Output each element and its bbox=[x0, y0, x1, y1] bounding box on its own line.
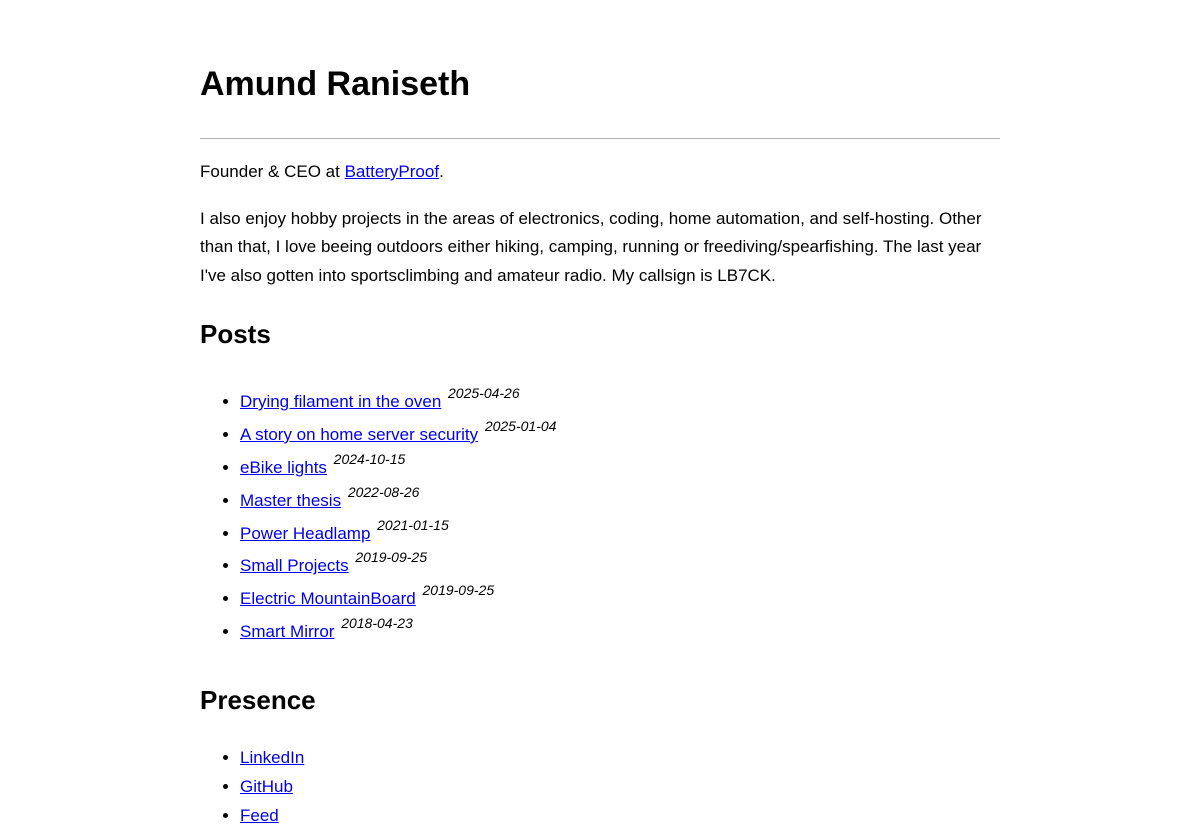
post-date: 2025-04-26 bbox=[448, 385, 520, 401]
bio-paragraph: I also enjoy hobby projects in the areas of electronics, coding, home automation, and self-hosting. Other than that, I love beeing outdoors either hiking, camping, running or freediving/spearfishing. The last year I've also gotten into sportsclimbing and amateur radio. My callsign is LB7CK. bbox=[200, 208, 982, 285]
post-link[interactable]: eBike lights bbox=[240, 457, 327, 477]
company-link[interactable]: BatteryProof bbox=[344, 162, 440, 181]
list-item bbox=[240, 452, 1000, 485]
post-date: 2019-09-25 bbox=[355, 549, 427, 566]
intro-suffix: . bbox=[439, 162, 444, 181]
list-item bbox=[240, 772, 1000, 801]
linkedin-link[interactable]: LinkedIn bbox=[240, 748, 305, 768]
post-link[interactable]: Master thesis bbox=[240, 490, 342, 510]
page-title: Amund Raniseth bbox=[200, 65, 471, 103]
list-item bbox=[240, 485, 1000, 518]
list-item bbox=[240, 386, 1000, 419]
post-link[interactable]: Electric MountainBoard bbox=[240, 589, 416, 609]
intro-prefix: Founder & CEO at bbox=[200, 162, 345, 181]
list-item bbox=[240, 550, 1000, 583]
post-link[interactable]: A story on home server security bbox=[240, 424, 479, 444]
feed-link[interactable]: Feed bbox=[240, 806, 279, 826]
post-date: 2018-04-23 bbox=[341, 615, 413, 632]
list-item bbox=[240, 616, 1000, 649]
list-item bbox=[240, 518, 1000, 551]
posts-heading: Posts bbox=[200, 319, 271, 349]
presence-heading: Presence bbox=[200, 685, 316, 716]
post-link[interactable]: Small Projects bbox=[240, 556, 349, 576]
page bbox=[200, 0, 1000, 830]
post-date: 2021-01-15 bbox=[377, 516, 449, 533]
intro-line bbox=[200, 158, 1000, 187]
posts-list bbox=[200, 386, 1000, 649]
list-item bbox=[240, 801, 1000, 830]
post-link[interactable]: Drying filament in the oven bbox=[240, 392, 442, 411]
presence-list bbox=[200, 743, 1000, 830]
post-date: 2022-08-26 bbox=[347, 483, 420, 500]
post-link[interactable]: Smart Mirror bbox=[240, 622, 335, 642]
post-date: 2025-01-04 bbox=[484, 417, 557, 434]
title-divider bbox=[200, 138, 1000, 139]
list-item bbox=[240, 419, 1000, 452]
post-date: 2019-09-25 bbox=[422, 582, 495, 599]
github-link[interactable]: GitHub bbox=[240, 777, 293, 797]
post-link[interactable]: Power Headlamp bbox=[240, 523, 371, 543]
list-item bbox=[240, 743, 1000, 772]
list-item bbox=[240, 583, 1000, 616]
post-date: 2024-10-15 bbox=[333, 450, 406, 467]
